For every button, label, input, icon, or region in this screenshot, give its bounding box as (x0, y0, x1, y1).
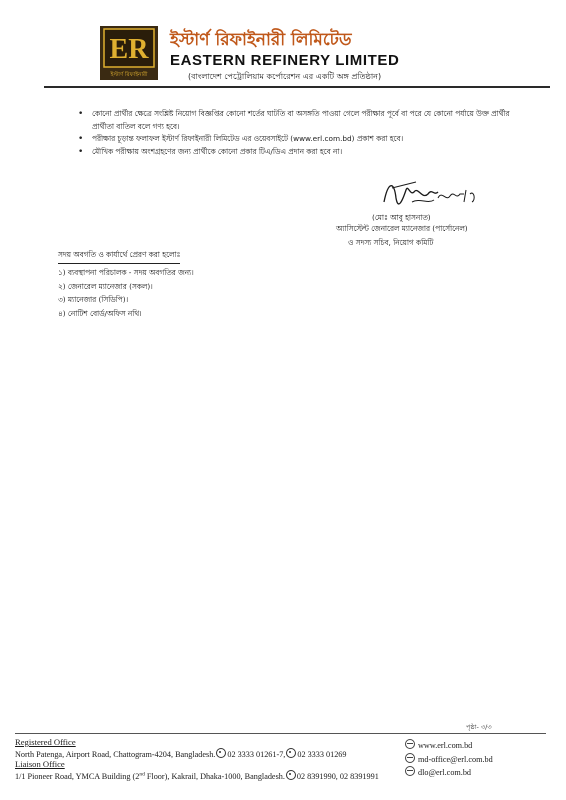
distribution-title: সদয় অবগতি ও কার্যার্থে প্রেরণ করা হলোঃ (58, 250, 180, 264)
registered-office-label: Registered Office (15, 737, 76, 747)
registered-office-line (15, 748, 346, 759)
distribution-list (58, 266, 194, 320)
page-number: পৃষ্ঠা- ৩/৩ (466, 723, 492, 731)
phone-icon (216, 748, 226, 758)
fax-icon (286, 748, 296, 758)
handwritten-signature (372, 172, 492, 218)
condition-item: • পরীক্ষার চূড়ান্ত ফলাফল ইস্টার্ণ রিফাইনারী লিমিটেড এর ওয়েবসাইটে (www.erl.com.bd) প্রকাশ করা হবে। (78, 134, 404, 144)
distribution-item: ২) জেনারেল ম্যানেজার (সকল)। (58, 281, 153, 291)
condition-item: • কোনো প্রার্থীর ক্ষেত্রে সংশ্লিষ্ট নিয়োগ বিজ্ঞপ্তির কোনো শর্তের ঘাটতি বা অসঙ্গতি পাওয়া গেলে পরীক্ষার পূর্বে বা পরে যে কোনো পর্যায়ে উক্ত প্রার্থীর প্রার্থীতা বাতিল বলে গণ্য হবে। (78, 109, 510, 131)
brand-subtitle: (বাংলাদেশ পেট্রোলিয়াম কর্পোরেশন এর একটি অঙ্গ প্রতিষ্ঠান) (188, 72, 382, 81)
signatory-title: অ্যাসিস্টেন্ট জেনারেল ম্যানেজার (পার্সোনেল) (336, 224, 468, 233)
signatory-name: (মোঃ আবু হাসনাত) (372, 213, 431, 222)
liaison-phone: 02 8391990, 02 8391991 (296, 772, 379, 781)
globe-icon (405, 739, 415, 749)
bullet-icon: • (78, 134, 84, 144)
logo-text: ER (109, 34, 149, 65)
brand-name-bangla: ইস্টার্ণ রিফাইনারী লিমিটেড (170, 30, 352, 50)
email-md-row[interactable] (405, 753, 493, 767)
bullet-icon: • (78, 109, 84, 119)
registered-phone-1: 02 3333 01261-7, (227, 750, 286, 759)
email-icon (405, 766, 415, 776)
liaison-office-line: 1/1 Pioneer Road, YMCA Building (2nd Floor), Kakrail, Dhaka-1000, Bangladesh. 02 8391990, 02 8391991 (15, 771, 379, 781)
registered-office-address: North Patenga, Airport Road, Chattogram-4204, Bangladesh. (15, 750, 216, 759)
logo-caption: ইস্টার্ণ রিফাইনারী (110, 72, 148, 78)
liaison-office-label: Liaison Office (15, 759, 65, 769)
contact-links (405, 739, 493, 780)
distribution-item: ৩) ম্যানেজার (সিডিপি)। (58, 295, 129, 304)
distribution-item: ৪) নোটিশ বোর্ড/অফিস নথি। (58, 308, 142, 318)
website-row[interactable] (405, 739, 493, 753)
bullet-icon: • (78, 146, 84, 157)
header-divider (44, 86, 550, 88)
condition-item: • মৌখিক পরীক্ষায় অংশগ্রহণের জন্য প্রার্থীকে কোনো প্রকার টিএ/ডিএ প্রদান করা হবে না। (78, 146, 343, 157)
phone-icon (286, 770, 296, 780)
distribution-item: ১) ব্যবস্থাপনা পরিচালক - সদয় অবগতির জন্য। (58, 268, 194, 277)
footer-divider (15, 733, 546, 734)
email-icon (405, 753, 415, 763)
website-link[interactable]: www.erl.com.bd (418, 741, 473, 750)
erl-logo (100, 26, 158, 80)
email-md-link[interactable]: md-office@erl.com.bd (418, 754, 493, 764)
signatory-role: ও সদস্য সচিব, নিয়োগ কমিটি (348, 238, 434, 247)
email-dlo-link[interactable]: dlo@erl.com.bd (418, 768, 472, 777)
conditions-list (78, 108, 510, 158)
brand-name-english: EASTERN REFINERY LIMITED (170, 52, 400, 69)
email-dlo-row[interactable] (405, 766, 493, 780)
registered-phone-2: 02 3333 01269 (297, 750, 347, 759)
